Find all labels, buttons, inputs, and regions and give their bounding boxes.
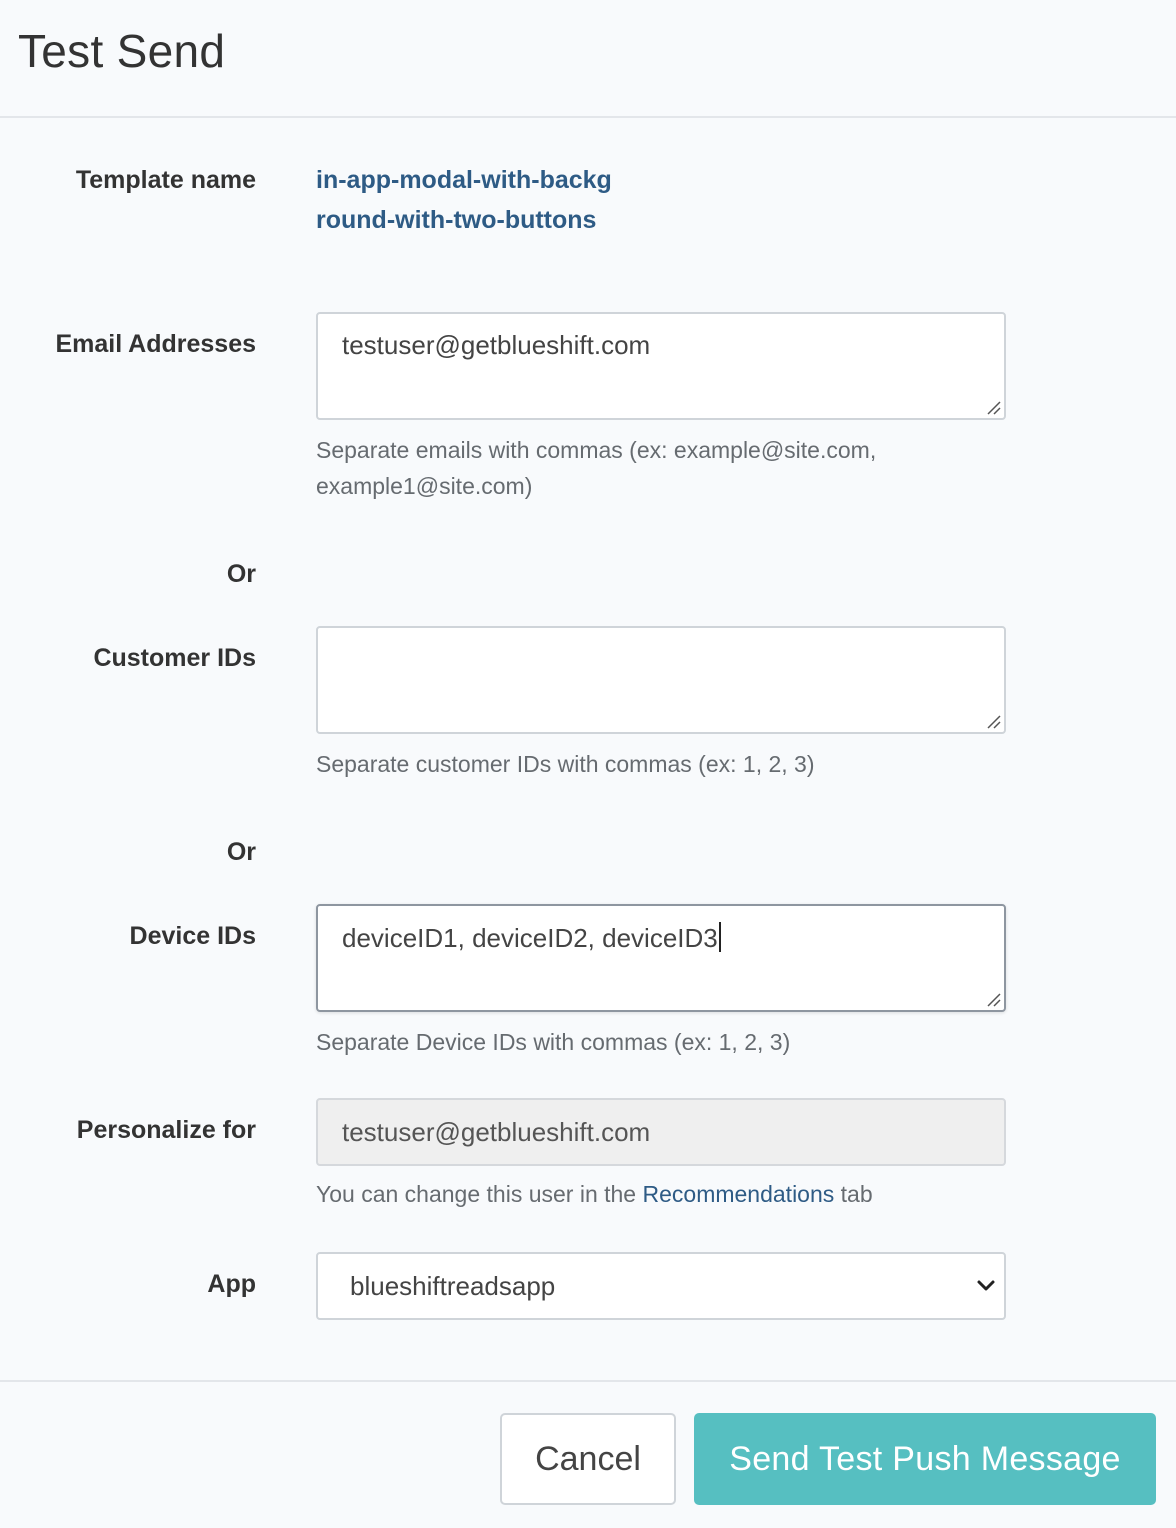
- personalize-help-suffix: tab: [834, 1181, 873, 1207]
- app-selected-value: blueshiftreadsapp: [350, 1271, 556, 1301]
- cancel-button[interactable]: Cancel: [500, 1413, 676, 1505]
- device-ids-textarea[interactable]: [316, 904, 1006, 1012]
- modal-header: [0, 0, 1176, 118]
- or-label-2: Or: [226, 838, 256, 866]
- app-label: App: [207, 1270, 256, 1298]
- send-test-push-button[interactable]: Send Test Push Message: [694, 1413, 1156, 1505]
- modal-title: Test Send: [18, 25, 226, 77]
- customer-ids-field-group: [316, 626, 1006, 782]
- customer-ids-textarea[interactable]: [316, 626, 1006, 734]
- personalize-for-field-group: [316, 1098, 1006, 1212]
- email-addresses-label: Email Addresses: [55, 330, 256, 358]
- chevron-down-icon: [976, 1278, 996, 1294]
- customer-ids-label: Customer IDs: [93, 644, 256, 672]
- device-ids-help: Separate Device IDs with commas (ex: 1, 2, 3): [316, 1029, 791, 1055]
- or-label-1: Or: [226, 560, 256, 588]
- customer-ids-help: Separate customer IDs with commas (ex: 1, 2, 3): [316, 751, 815, 777]
- device-ids-field-group: [316, 904, 1006, 1060]
- personalize-help-prefix: You can change this user in the: [316, 1181, 643, 1207]
- device-ids-label: Device IDs: [129, 922, 256, 950]
- resize-handle-icon[interactable]: [985, 399, 1001, 415]
- email-addresses-textarea[interactable]: [316, 312, 1006, 420]
- resize-handle-icon[interactable]: [985, 713, 1001, 729]
- email-addresses-field-group: [316, 312, 1006, 504]
- app-field-group: [316, 1252, 1006, 1320]
- template-name-value: in-app-modal-with-background-with-two-buttons: [316, 166, 612, 234]
- email-addresses-value: testuser@getblueshift.com: [342, 330, 651, 360]
- resize-handle-icon[interactable]: [985, 991, 1001, 1007]
- device-ids-value: deviceID1, deviceID2, deviceID3: [342, 923, 718, 953]
- template-name-label: Template name: [75, 166, 256, 194]
- app-select[interactable]: [316, 1252, 1006, 1320]
- recommendations-link[interactable]: Recommendations: [642, 1181, 835, 1207]
- text-caret: [719, 922, 721, 952]
- personalize-for-label: Personalize for: [76, 1116, 256, 1144]
- modal-footer: [0, 1380, 1176, 1528]
- personalize-for-input: testuser@getblueshift.com: [316, 1098, 1006, 1166]
- personalize-for-help: [316, 1176, 1006, 1212]
- email-addresses-help: Separate emails with commas (ex: example@site.com, example1@site.com): [316, 437, 877, 499]
